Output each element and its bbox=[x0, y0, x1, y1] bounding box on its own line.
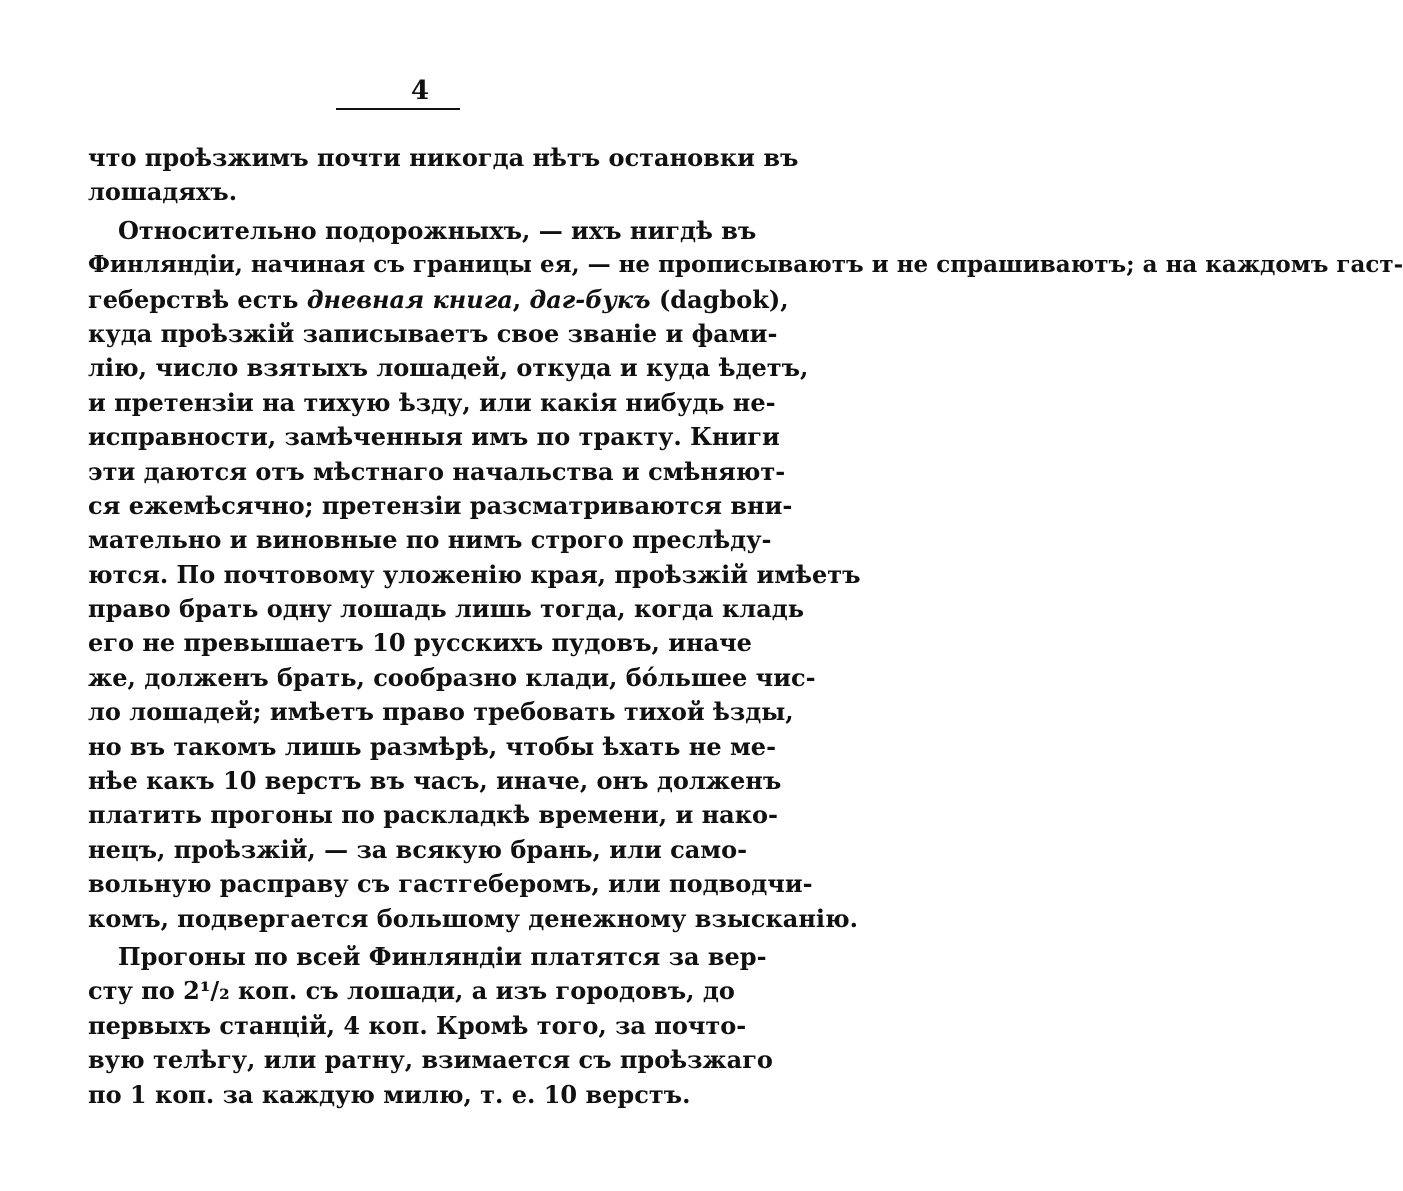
text-line: вольную расправу съ гастгеберомъ, или подводчи- bbox=[88, 869, 813, 899]
text-line: Прогоны по всей Финляндіи платятся за вер- bbox=[118, 941, 767, 971]
text-line bbox=[88, 248, 1403, 282]
text-line: нѣе какъ 10 верстъ въ часъ, иначе, онъ долженъ bbox=[88, 766, 782, 796]
text-line: и претензіи на тихую ѣзду, или какія нибудь не- bbox=[88, 387, 776, 417]
text-line: нецъ, проѣзжій, — за всякую брань, или само- bbox=[88, 834, 748, 864]
page-number: 4 bbox=[410, 76, 430, 106]
text-line: мательно и виновные по нимъ строго преслѣду- bbox=[88, 525, 772, 555]
text-line: платить прогоны по раскладкѣ времени, и нако- bbox=[88, 800, 779, 830]
text-line: сту по 2¹/₂ коп. съ лошади, а изъ городовъ, до bbox=[88, 976, 735, 1006]
italic-term: даг-букъ bbox=[529, 284, 651, 314]
text-segment: Финляндіи, начиная съ границы ея, — не прописываютъ и не спрашиваютъ; а на каждомъ гаст- bbox=[88, 251, 1403, 279]
text-line: что проѣзжимъ почти никогда нѣтъ остановки въ bbox=[88, 143, 799, 172]
text-segment: геберствѣ есть bbox=[88, 284, 299, 314]
text-line: комъ, подвергается большому денежному взысканію. bbox=[88, 903, 858, 933]
text-line: право брать одну лошадь лишь тогда, когда кладь bbox=[88, 594, 805, 624]
text-line bbox=[88, 283, 789, 317]
text-line: Относительно подорожныхъ, — ихъ нигдѣ въ bbox=[118, 215, 757, 245]
text-line: куда проѣзжій записываетъ свое званіе и фами- bbox=[88, 318, 778, 348]
text-line: ся ежемѣсячно; претензіи разсматриваются вни- bbox=[88, 490, 793, 520]
text-segment: , bbox=[512, 284, 522, 314]
text-line: лію, число взятыхъ лошадей, откуда и куда ѣдетъ, bbox=[88, 353, 809, 383]
text-line: но въ такомъ лишь размѣрѣ, чтобы ѣхать не ме- bbox=[88, 731, 777, 761]
italic-term: дневная книга bbox=[306, 284, 513, 314]
text-line: ются. По почтовому уложенію края, проѣзжій имѣетъ bbox=[88, 559, 861, 589]
text-line: первыхъ станцій, 4 коп. Кромѣ того, за почто- bbox=[88, 1010, 747, 1040]
text-line: по 1 коп. за каждую милю, т. е. 10 верстъ. bbox=[88, 1079, 691, 1109]
text-line: его не превышаетъ 10 русскихъ пудовъ, иначе bbox=[88, 628, 752, 658]
body-text bbox=[88, 141, 1403, 1112]
text-line: вую телѣгу, или ратну, взимается съ проѣзжаго bbox=[88, 1045, 773, 1075]
text-line: же, долженъ брать, сообразно клади, бóльшее чис- bbox=[88, 662, 816, 692]
text-line: исправности, замѣченныя имъ по тракту. Книги bbox=[88, 422, 780, 452]
text-line: лошадяхъ. bbox=[88, 177, 238, 207]
text-line: ло лошадей; имѣетъ право требовать тихой ѣзды, bbox=[88, 697, 794, 727]
header-rule bbox=[336, 108, 460, 110]
text-line: эти даются отъ мѣстнаго начальства и смѣняют- bbox=[88, 456, 786, 486]
text-segment: (dagbok), bbox=[658, 284, 789, 314]
